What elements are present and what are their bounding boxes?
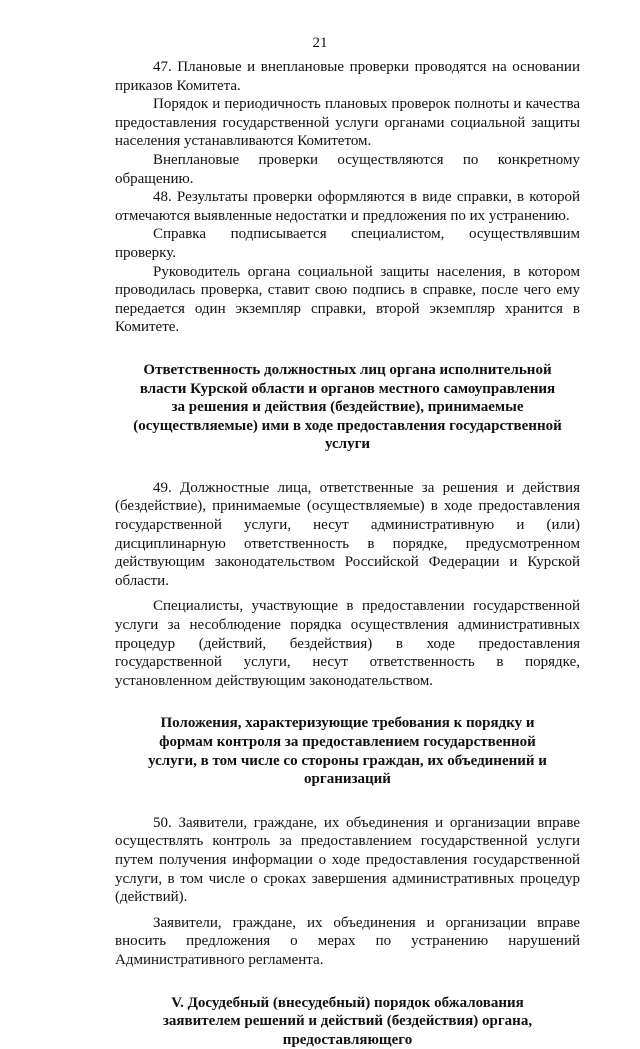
- paragraph-proposals: Заявители, граждане, их объединения и организации вправе вносить предложения о мерах по устранению нарушений Административного регламента.: [115, 914, 580, 968]
- paragraph-50: 50. Заявители, граждане, их объединения и организации вправе осуществлять контроль за предоставлением государственной услуги путем получения информации о ходе предоставления государственной услуги, в том числе о сроках завершения административных процедур (действий).: [115, 814, 580, 906]
- paragraph-unplanned-inspections: Внеплановые проверки осуществляются по конкретному обращению.: [115, 151, 580, 187]
- paragraph-49: 49. Должностные лица, ответственные за решения и действия (бездействие), принимаемые (осуществляемые) в ходе предоставления государственной услуги, несут административную и (или) дисциплинарную ответственность в порядке, предусмотренном действующим законодательством Российской Федерации и Курской области.: [115, 479, 580, 589]
- paragraph-specialists-responsibility: Специалисты, участвующие в предоставлении государственной услуги за несоблюдение порядка осуществления административных процедур (действий, бездействия) в ходе предоставления государственной услуги, несут ответственность в порядке, установленном действующим законодательством.: [115, 598, 580, 689]
- paragraph-48: 48. Результаты проверки оформляются в виде справки, в которой отмечаются выявленные недостатки и предложения по их устранению.: [115, 189, 580, 224]
- paragraph-inspection-order: Порядок и периодичность плановых проверок полноты и качества предоставления государственной услуги органами социальной защиты населения устанавливаются Комитетом.: [115, 96, 580, 150]
- chapter-heading-appeal: V. Досудебный (внесудебный) порядок обжалования заявителем решений и действий (бездействия) органа, предоставляющего: [162, 994, 533, 1048]
- section-heading-control: Положения, характеризующие требования к порядку и формам контроля за предоставлением государственной услуги, в том числе со стороны граждан, их объединений и организаций: [148, 715, 547, 788]
- paragraph-certificate-signed: Справка подписывается специалистом, осуществлявшим проверку.: [115, 226, 580, 261]
- document-body: [115, 58, 580, 1049]
- paragraph-head-signature: Руководитель органа социальной защиты населения, в котором проводилась проверка, ставит свою подпись в справке, после чего ему передается один экземпляр справки, второй экземпляр хранится в Комитете.: [115, 263, 580, 336]
- section-heading-responsibility: Ответственность должностных лиц органа исполнительной власти Курской области и органов местного самоуправления за решения и действия (бездействие), принимаемые (осуществляемые) ими в ходе предоставления государственной услуги: [133, 361, 562, 453]
- paragraph-47: 47. Плановые и внеплановые проверки проводятся на основании приказов Комитета.: [115, 59, 580, 94]
- page-number: 21: [312, 35, 328, 51]
